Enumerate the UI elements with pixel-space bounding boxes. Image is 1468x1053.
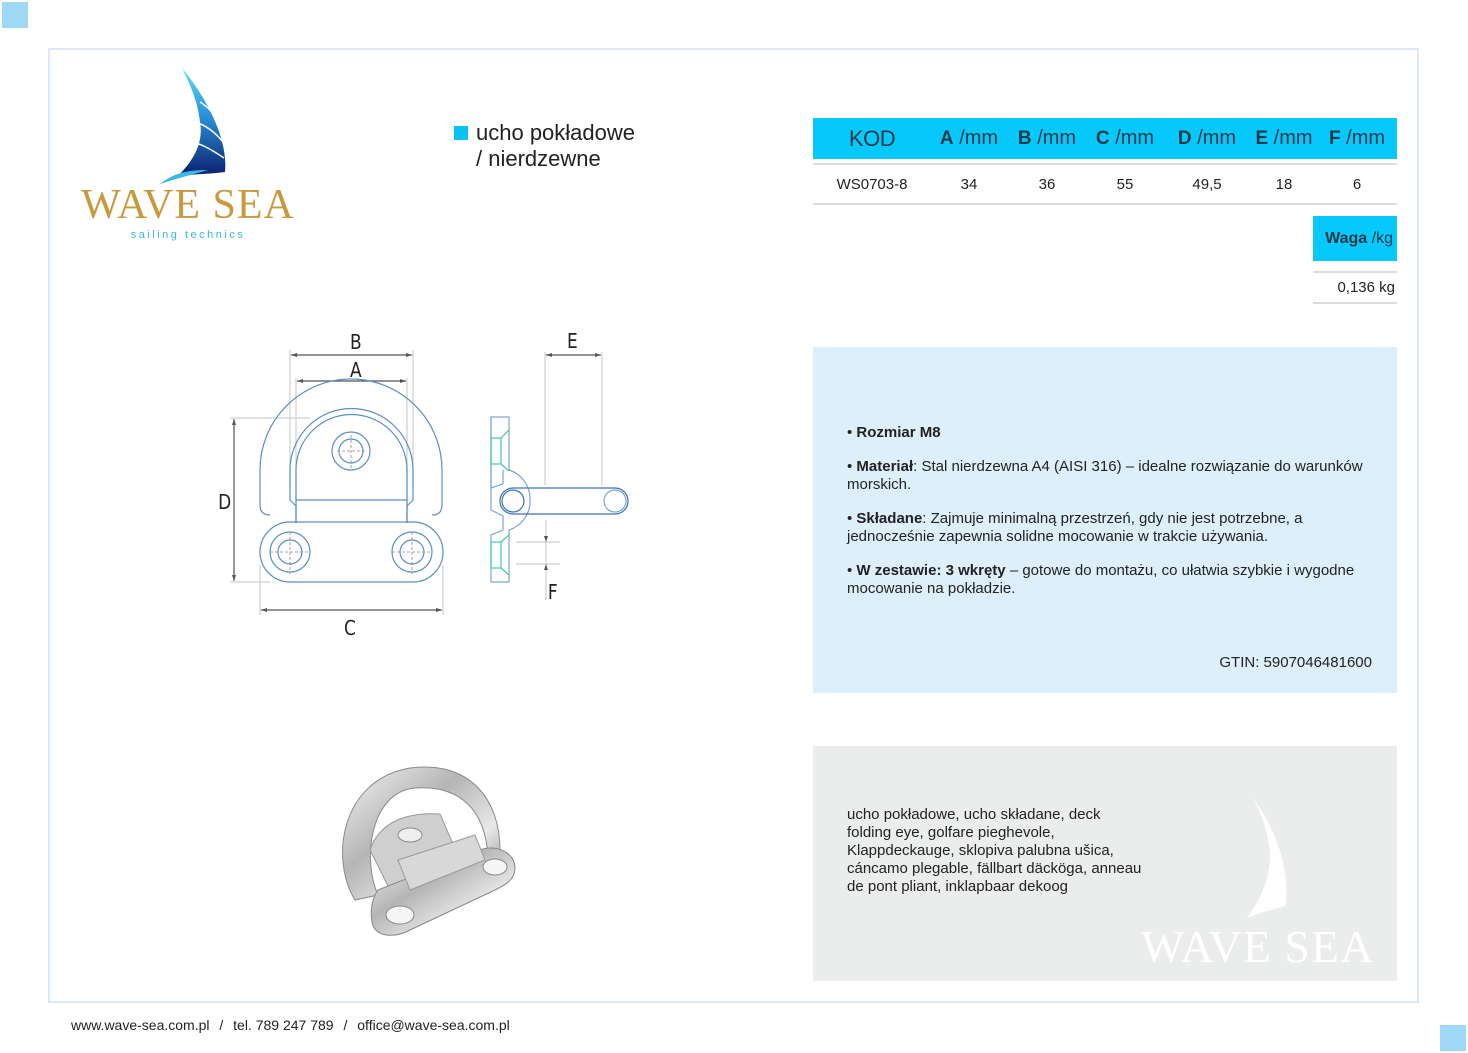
cell-f: 6 (1317, 164, 1397, 204)
gtin-code: GTIN: 5907046481600 (1219, 654, 1372, 671)
title-bullet-square (454, 126, 468, 140)
dimensions-table (813, 118, 1397, 205)
footer-email-link[interactable]: office@wave-sea.com.pl (357, 1017, 510, 1033)
front-view-outline (260, 379, 443, 582)
feature-item: • W zestawie: 3 wkręty – gotowe do montażu, co ułatwia szybkie i wygodne mocowanie na pokładzie. (847, 562, 1355, 597)
col-header-weight: Waga /kg (1313, 216, 1397, 261)
corner-marker-top-left (2, 2, 28, 28)
dim-label-b: B (350, 330, 362, 354)
cell-b: 36 (1007, 164, 1087, 204)
dimension-drawing-svg (210, 320, 650, 650)
cell-weight: 0,136 kg (1313, 272, 1397, 303)
col-header-a: A /mm (931, 118, 1007, 159)
dim-label-e: E (566, 329, 578, 353)
corner-marker-bottom-right (1440, 1025, 1466, 1051)
cell-d: 49,5 (1163, 164, 1251, 204)
footer-contact: www.wave-sea.com.pl / tel. 789 247 789 / office@wave-sea.com.pl (71, 1017, 510, 1033)
brand-logo (70, 62, 300, 247)
weight-table (1313, 216, 1397, 304)
cell-a: 34 (931, 164, 1007, 204)
cell-e: 18 (1251, 164, 1317, 204)
feature-item: • Materiał: Stal nierdzewna A4 (AISI 316) – idealne rozwiązanie do warunków morskich. (847, 458, 1363, 493)
product-title-line2: / nierdzewne (476, 146, 601, 171)
synonyms-panel (813, 746, 1397, 981)
side-view-outline (491, 417, 628, 582)
col-header-f: F /mm (1317, 118, 1397, 159)
product-photo (300, 740, 560, 975)
dim-label-a: A (350, 358, 362, 382)
cell-kod: WS0703-8 (813, 164, 931, 204)
brand-tagline: sailing technics (130, 229, 246, 241)
col-header-b: B /mm (1007, 118, 1087, 159)
col-header-d: D /mm (1163, 118, 1251, 159)
technical-drawing (210, 320, 650, 655)
sail-icon (70, 62, 300, 187)
dim-label-d: D (218, 490, 232, 514)
brand-name: WAVE SEA (81, 182, 295, 228)
features-panel (813, 347, 1397, 693)
cell-c: 55 (1087, 164, 1163, 204)
footer-website-link[interactable]: www.wave-sea.com.pl (71, 1017, 210, 1033)
product-title (454, 120, 635, 172)
table-row (813, 164, 1397, 204)
synonyms-text: ucho pokładowe, ucho składane, deck folding eye, golfare pieghevole, Klappdeckauge, sklopiva palubna ušica, cáncamo plegable, fällbart däcköga, anneau de pont pliant, inklapbaar dekoog (847, 806, 1142, 895)
product-title-line1: ucho pokładowe (476, 120, 636, 145)
dimension-lines (230, 350, 602, 615)
col-header-e: E /mm (1251, 118, 1317, 159)
dim-label-c: C (344, 616, 356, 640)
dim-label-f: F (547, 580, 558, 604)
watermark-brand: WAVE SEA (1141, 921, 1375, 972)
col-header-kod: KOD (813, 118, 931, 159)
watermark-sail-icon (1233, 796, 1323, 926)
feature-item: • Składane: Zajmuje minimalną przestrzeń, gdy nie jest potrzebne, a jednocześnie zapewnia solidne mocowanie w trakcie używania. (847, 510, 1303, 545)
feature-item: • Rozmiar M8 (847, 424, 941, 441)
col-header-c: C /mm (1087, 118, 1163, 159)
footer-phone[interactable]: tel. 789 247 789 (233, 1017, 334, 1033)
